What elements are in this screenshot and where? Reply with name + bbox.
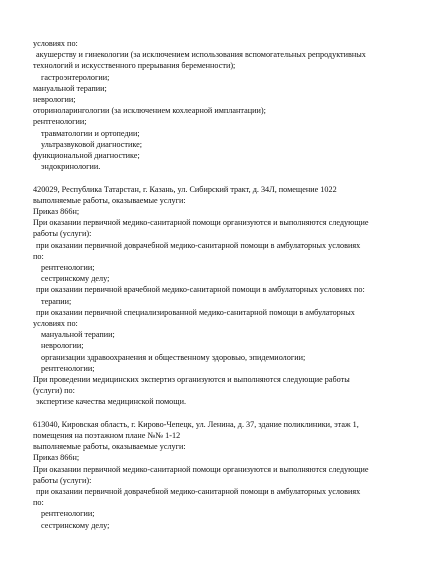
- text-line: неврологии;: [41, 341, 84, 351]
- text-line: акушерству и гинекологии (за исключением использования вспомогательных репродуктивных: [36, 50, 366, 60]
- text-line: ультразвуковой диагностике;: [41, 139, 143, 149]
- text-line: мануальной терапии;: [41, 330, 115, 340]
- text-line: выполняемые работы, оказываемые услуги:: [33, 442, 186, 452]
- text-line: При проведении медицинских экспертиз организуются и выполняются следующие работы: [33, 375, 350, 384]
- text-line: терапии;: [41, 296, 72, 306]
- text-line: работы (услуги):: [33, 229, 92, 239]
- text-line: гастроэнтерологии;: [41, 72, 110, 82]
- text-line: Приказ 866н;: [33, 207, 80, 216]
- text-line: при оказании первичной специализированной медико-санитарной помощи в амбулаторных: [36, 307, 355, 317]
- text-line: оториноларингологии (за исключением кохлеарной имплантации);: [33, 106, 266, 116]
- text-line: рентгенологии;: [41, 509, 95, 519]
- text-line: работы (услуги):: [33, 475, 92, 485]
- text-line: 613040, Кировская область, г. Кирово-Чепецк, ул. Ленина, д. 37, здание поликлиники, этаж 1,: [33, 419, 359, 429]
- text-line: при оказании первичной врачебной медико-санитарной помощи в амбулаторных условиях по:: [36, 285, 365, 295]
- text-line: неврологии;: [33, 95, 76, 104]
- text-line: (услуги) по:: [33, 386, 75, 396]
- text-line: сестринскому делу;: [41, 520, 110, 530]
- text-line: При оказании первичной медико-санитарной помощи организуются и выполняются следующие: [33, 464, 369, 474]
- text-line: помещения на поэтажном плане №№ 1-12: [33, 431, 181, 440]
- text-line: 420029, Республика Татарстан, г. Казань, ул. Сибирский тракт, д. 34Л, помещение 1022: [33, 184, 337, 194]
- text-line: по:: [33, 251, 44, 261]
- text-line: технологий и искусственного прерывания беременности);: [33, 61, 236, 71]
- text-line: травматологии и ортопедии;: [41, 128, 140, 138]
- text-line: рентгенологии;: [33, 117, 87, 127]
- text-line: Приказ 866н;: [33, 453, 80, 463]
- text-line: сестринскому делу;: [41, 274, 110, 284]
- text-line: организации здравоохранения и общественному здоровью, эпидемиологии;: [41, 352, 306, 362]
- text-line: при оказании первичной доврачебной медико-санитарной помощи в амбулаторных условиях: [36, 487, 361, 496]
- text-line: функциональной диагностике;: [33, 151, 140, 160]
- text-line: эндокринологии.: [41, 162, 101, 172]
- text-line: выполняемые работы, оказываемые услуги:: [33, 195, 186, 205]
- text-line: рентгенологии;: [41, 363, 95, 373]
- text-line: при оказании первичной доврачебной медико-санитарной помощи в амбулаторных условиях: [36, 240, 361, 250]
- text-line: условиях по:: [33, 319, 78, 328]
- text-line: по:: [33, 498, 44, 508]
- text-line: условиях по:: [33, 39, 78, 48]
- text-line: рентгенологии;: [41, 263, 95, 272]
- text-line: При оказании первичной медико-санитарной помощи организуются и выполняются следующие: [33, 218, 369, 228]
- text-line: экспертизе качества медицинской помощи.: [36, 397, 187, 407]
- text-line: мануальной терапии;: [33, 83, 107, 93]
